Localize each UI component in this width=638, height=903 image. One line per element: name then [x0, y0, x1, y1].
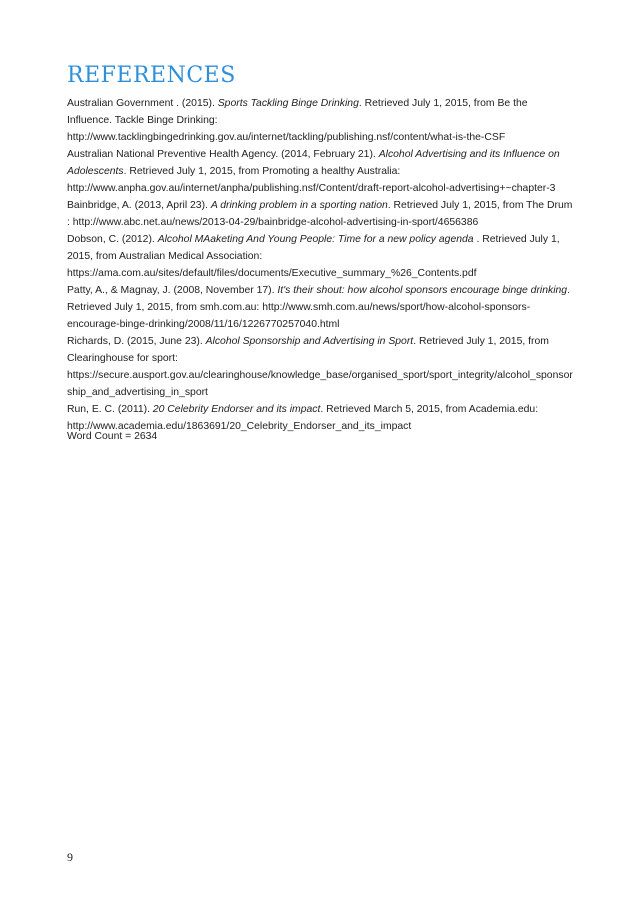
reference-url[interactable]: https://ama.com.au/sites/default/files/documents/Executive_summary_%26_Contents.pdf — [67, 268, 477, 279]
reference-retrieval: . Retrieved July 1, 2015, from Promoting a healthy Australia: — [123, 166, 401, 177]
reference-author: Dobson, C. (2012). — [67, 234, 158, 245]
reference-entry — [67, 197, 575, 231]
reference-list — [67, 95, 575, 435]
reference-title: Alcohol Advertising and its Influence on Adolescents — [67, 149, 560, 177]
reference-url[interactable]: https://secure.ausport.gov.au/clearinghouse/knowledge_base/organised_sport/sport_integrity/alcohol_sponsorship_and_advertising_in_sport — [67, 370, 573, 398]
word-count: Word Count = 2634 — [67, 431, 158, 442]
reference-entry — [67, 333, 575, 401]
reference-retrieval: . Retrieved July 1, 2015, from Be the Influence. Tackle Binge Drinking: — [67, 98, 528, 126]
references-heading: REFERENCES — [67, 63, 236, 88]
reference-entry — [67, 282, 575, 333]
reference-title: Alcohol MAaketing And Young People: Time for a new policy agenda — [157, 234, 474, 245]
reference-title: Sports Tackling Binge Drinking — [217, 98, 359, 109]
reference-title: Alcohol Sponsorship and Advertising in Sport — [205, 336, 414, 347]
reference-retrieval: . Retrieved July 1, 2015, from smh.com.au: http://www.smh.com.au/news/sport/how-alcohol-sponsors-encourage-binge-drinking/2008/11/16/1226770257040.html — [67, 285, 570, 330]
reference-url[interactable]: http://www.academia.edu/1863691/20_Celebrity_Endorser_and_its_impact — [67, 421, 412, 432]
reference-retrieval: . Retrieved July 1, 2015, from Australian Medical Association: — [67, 234, 560, 262]
reference-author: Run, E. C. (2011). — [67, 404, 153, 415]
page-number: 9 — [67, 850, 73, 864]
reference-entry — [67, 95, 575, 146]
reference-title: A drinking problem in a sporting nation — [210, 200, 388, 211]
reference-author: Australian Government . (2015). — [67, 98, 218, 109]
reference-title: It's their shout: how alcohol sponsors encourage binge drinking — [277, 285, 568, 296]
reference-entry — [67, 146, 575, 197]
reference-url[interactable]: http://www.tacklingbingedrinking.gov.au/internet/tackling/publishing.nsf/content/what-is-the-CSF — [67, 132, 506, 143]
reference-retrieval: . Retrieved March 5, 2015, from Academia.edu: — [320, 404, 539, 415]
reference-retrieval: . Retrieved July 1, 2015, from Clearinghouse for sport: — [67, 336, 549, 364]
reference-retrieval: . Retrieved July 1, 2015, from The Drum : http://www.abc.net.au/news/2013-04-29/bainbridge-alcohol-advertising-in-sport/4656386 — [67, 200, 573, 228]
reference-author: Patty, A., & Magnay, J. (2008, November 17). — [67, 285, 278, 296]
reference-url[interactable]: http://www.anpha.gov.au/internet/anpha/publishing.nsf/Content/draft-report-alcohol-advertising+~chapter-3 — [67, 183, 556, 194]
reference-author: Bainbridge, A. (2013, April 23). — [67, 200, 211, 211]
reference-entry — [67, 231, 575, 282]
reference-author: Australian National Preventive Health Agency. (2014, February 21). — [67, 149, 379, 160]
reference-title: 20 Celebrity Endorser and its impact — [152, 404, 321, 415]
reference-author: Richards, D. (2015, June 23). — [67, 336, 206, 347]
